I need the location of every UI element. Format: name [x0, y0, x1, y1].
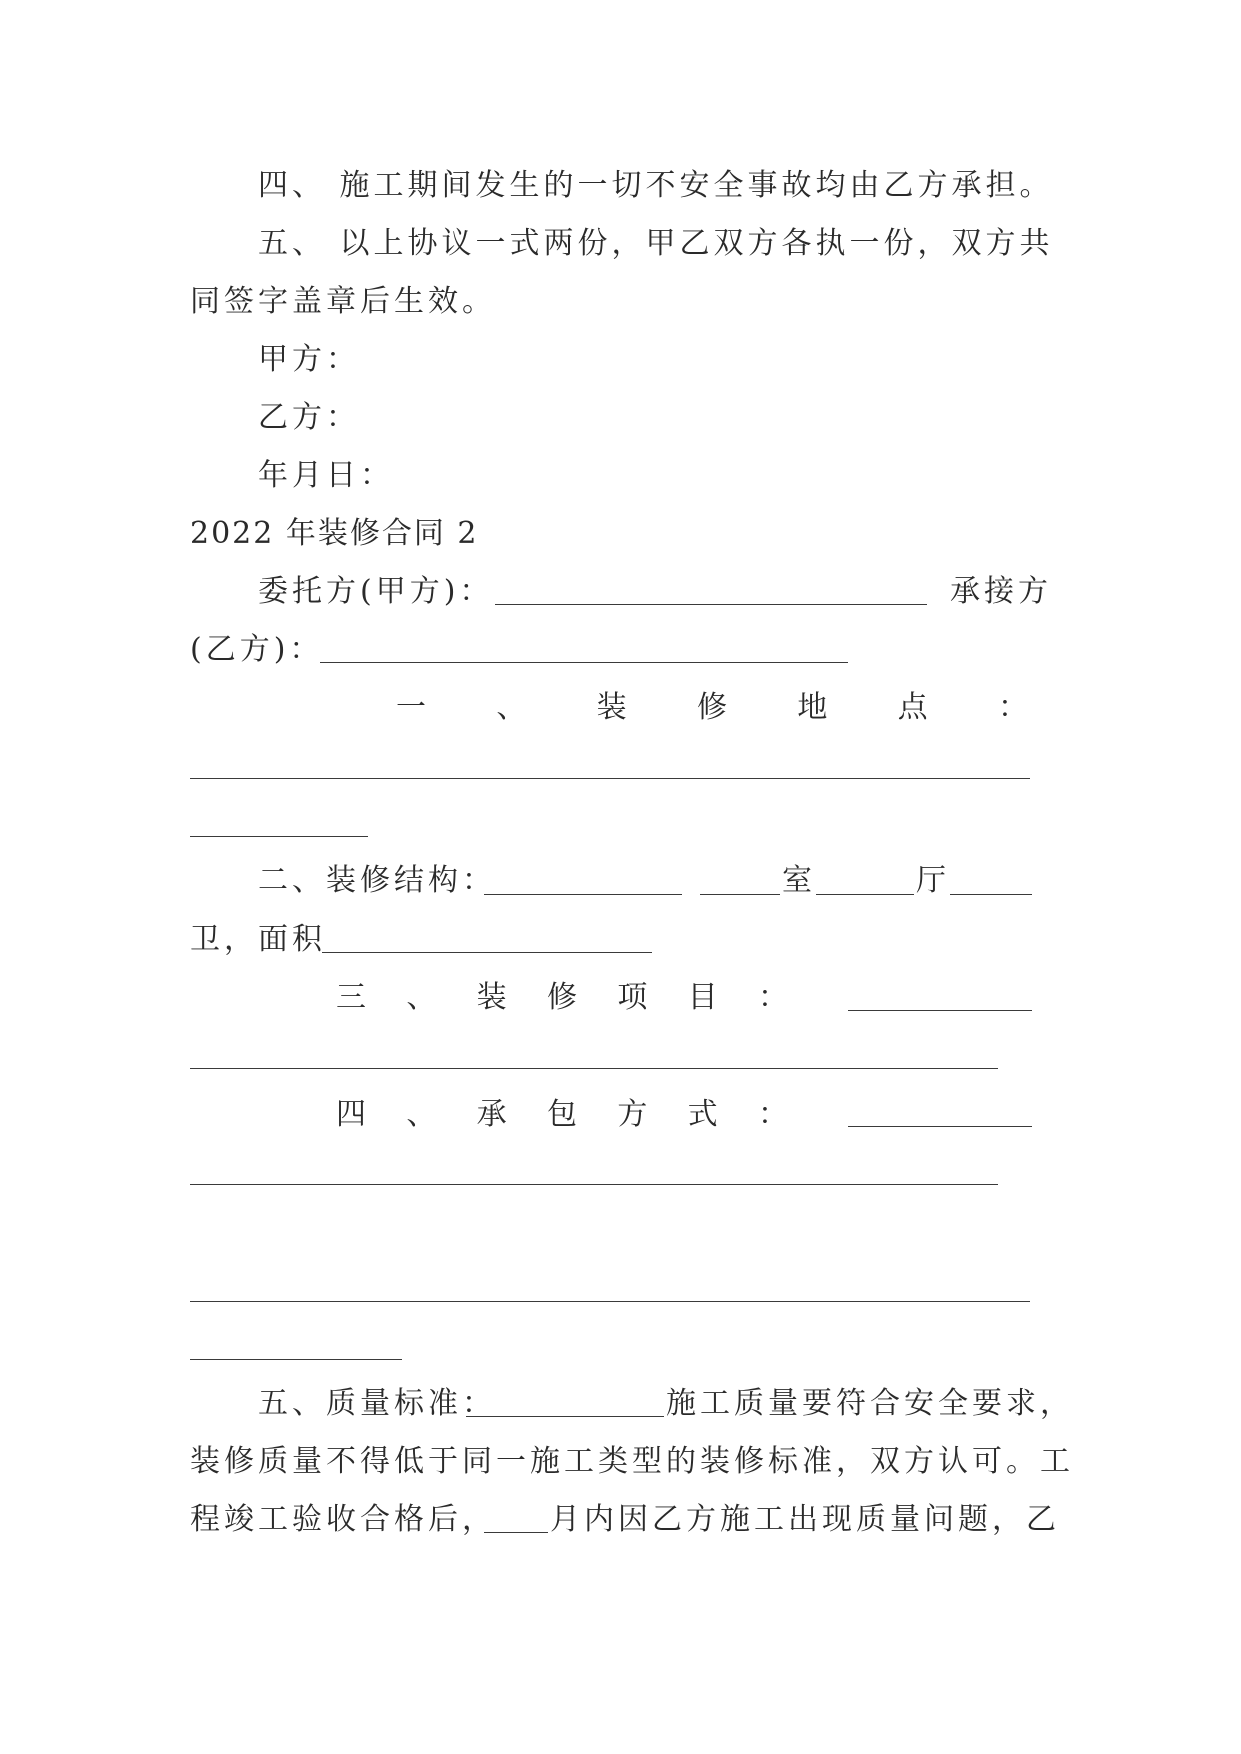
heading-char: 四: [336, 1097, 370, 1132]
heading-char: 、: [406, 980, 441, 1015]
section-1-heading: [396, 689, 1032, 727]
heading-char: 点: [897, 690, 932, 725]
party-b-signature: 乙方：: [258, 400, 360, 435]
section-5-line-3a: 程竣工验收合格后，: [190, 1502, 496, 1537]
heading-char: 修: [546, 980, 581, 1015]
room-count-blank: [700, 894, 780, 895]
heading-char: ：: [757, 980, 792, 1015]
heading-char: 装: [476, 980, 511, 1015]
clause-4: 四、 施工期间发生的一切不安全事故均由乙方承担。: [258, 168, 1054, 203]
heading-char: 方: [617, 1097, 652, 1132]
section-4-heading: [336, 1096, 792, 1134]
room-label: 室: [782, 863, 816, 898]
section-5-line-3b: 月内因乙方施工出现质量问题，乙: [550, 1502, 1060, 1537]
heading-char: 式: [687, 1097, 722, 1132]
heading-char: 、: [496, 690, 531, 725]
section-5-line-1: 施工质量要符合安全要求，: [666, 1386, 1074, 1421]
heading-char: 装: [596, 690, 631, 725]
decoration-address-blank: [190, 778, 1030, 779]
contract-method-blank: [190, 1359, 402, 1360]
contract-method-blank: [848, 1126, 1032, 1127]
client-party-a-label: 委托方(甲方)：: [258, 574, 494, 609]
warranty-months-blank: [484, 1532, 548, 1533]
bath-count-blank: [950, 894, 1032, 895]
hall-count-blank: [816, 894, 914, 895]
party-a-signature: 甲方：: [258, 342, 360, 377]
decoration-items-blank: [190, 1068, 998, 1069]
heading-char: 包: [546, 1097, 581, 1132]
structure-blank: [484, 894, 682, 895]
hall-label: 厅: [916, 863, 950, 898]
contractor-label: 承接方: [950, 574, 1052, 609]
clause-5-line-1: 五、 以上协议一式两份，甲乙双方各执一份，双方共: [258, 226, 1054, 261]
section-3-heading: [336, 979, 792, 1017]
heading-char: ：: [757, 1097, 792, 1132]
section-2-label: 二、装修结构：: [258, 863, 496, 898]
signing-date: 年月日：: [258, 458, 394, 493]
quality-standard-blank: [466, 1416, 664, 1417]
contract-title: 2022 年装修合同 2: [190, 516, 479, 551]
heading-char: 一: [396, 690, 430, 725]
heading-char: 承: [476, 1097, 511, 1132]
client-party-a-blank: [495, 604, 927, 605]
decoration-items-blank: [848, 1010, 1032, 1011]
section-5-label: 五、质量标准：: [258, 1386, 496, 1421]
heading-char: 项: [617, 980, 652, 1015]
area-blank: [322, 952, 652, 953]
heading-char: ：: [997, 690, 1032, 725]
heading-char: 地: [797, 690, 832, 725]
section-5-line-2: 装修质量不得低于同一施工类型的装修标准，双方认可。工: [190, 1444, 1074, 1479]
contractor-party-b-blank: [320, 662, 848, 663]
clause-5-line-2: 同签字盖章后生效。: [190, 284, 496, 319]
heading-char: 三: [336, 980, 370, 1015]
heading-char: 、: [406, 1097, 441, 1132]
contract-method-blank: [190, 1184, 998, 1185]
bath-area-label: 卫，面积: [190, 922, 326, 957]
heading-char: 目: [687, 980, 722, 1015]
contract-method-blank: [190, 1301, 1030, 1302]
decoration-address-blank: [190, 836, 368, 837]
heading-char: 修: [696, 690, 731, 725]
contractor-party-b-label: (乙方)：: [190, 632, 324, 667]
